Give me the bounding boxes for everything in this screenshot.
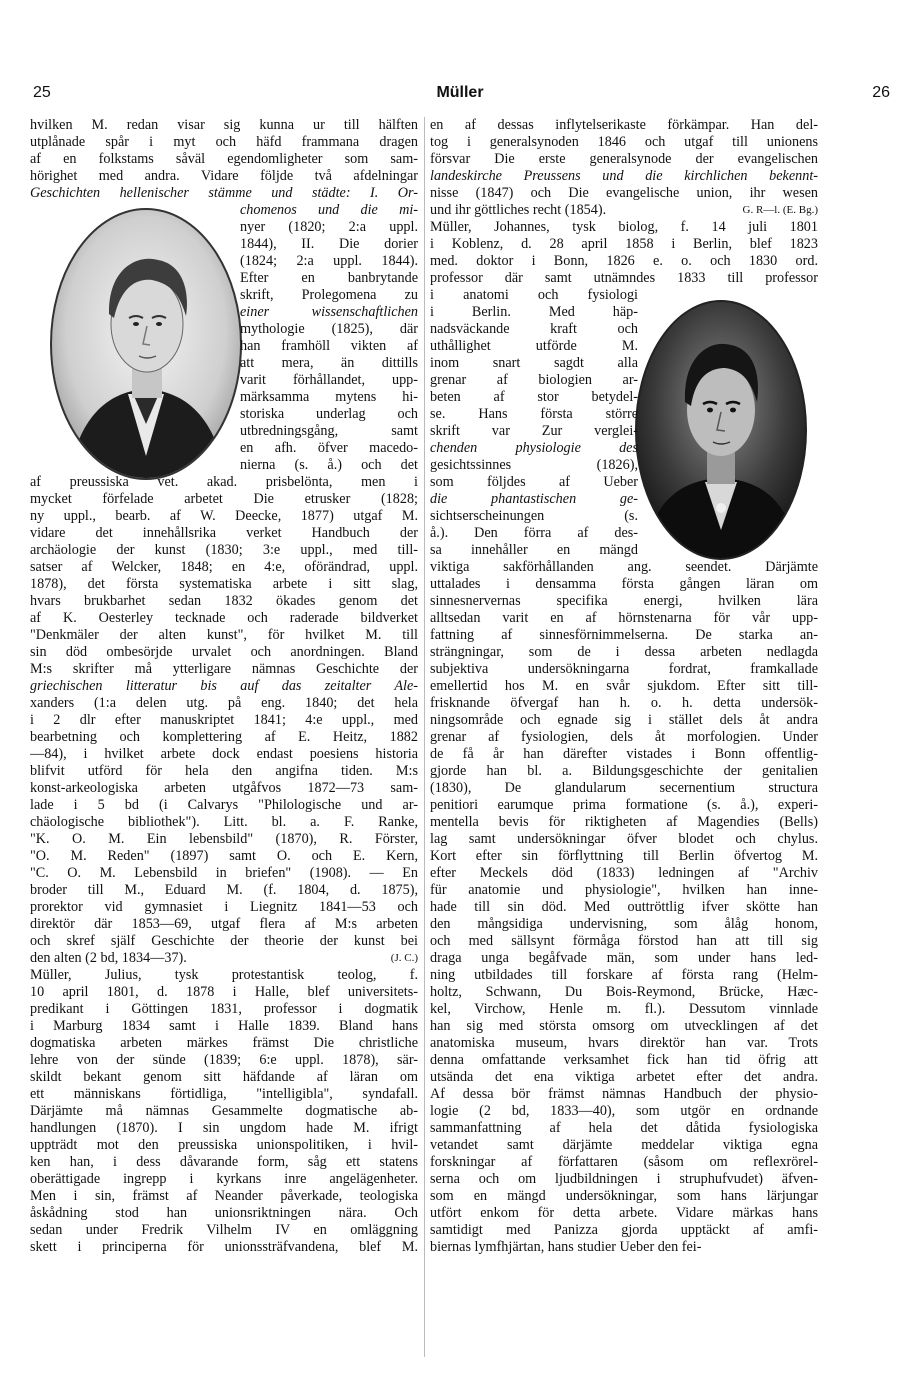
text-line: forskningar af författaren (såsom om reflexrörel- [430, 1154, 818, 1170]
text-line: denna omfattande verksamhet fick han tid öfrig att [430, 1052, 818, 1068]
text-line: af en folkstams såväl egendomligheter som sam- [30, 151, 418, 167]
text-line: de få år han därefter vistades i Bonn offentlig- [430, 746, 818, 762]
page-number-left: 25 [33, 84, 51, 101]
text-line: logie (2 bd, 1833—40), som utgör en ordnande [430, 1103, 818, 1119]
entry-start-johannes-muller: Müller, Johannes, tysk biolog, f. 14 juli 1801 [430, 219, 818, 235]
text-line: sedan under Fredrik Vilhelm IV en omläggning [30, 1222, 418, 1238]
text-line: i anatomi och fysiologi [430, 287, 638, 303]
text-line: ken han, i dess dåvarande form, såg ett statens [30, 1154, 418, 1170]
text-line: alltsedan varit en af hörnstenarna för vår upp- [430, 610, 818, 626]
text-line: lade i 5 bd (i Calvarys "Philologische und ar- [30, 797, 418, 813]
text-line: xanders (1:a delen utg. på eng. 1840; det hela [30, 695, 418, 711]
text-line: 1878), det första systematiska arbete i sitt slag, [30, 576, 418, 592]
text-line: strängningar, som de i dessa arbeten nedlagda [430, 644, 818, 660]
text-line: utfört enkom för detta arbete. Vidare märkas hans [430, 1205, 818, 1221]
text-line: nyer (1820; 2:a uppl. [240, 219, 418, 235]
text-line: skrift var Zur verglei- [430, 423, 638, 439]
text-line: hade till sin död. Med outtröttlig ifver skötte han [430, 899, 818, 915]
text-line: å.). Den förra af des- [430, 525, 638, 541]
text-line: efter Meckels död (1833) ledningen af "Archiv [430, 865, 818, 881]
text-line: (1824; 2:a uppl. 1844). [240, 253, 418, 269]
text-line: med. doktor i Bonn, 1826 e. o. och 1830 ord. [430, 253, 818, 269]
author-signature: (J. C.) [390, 952, 418, 964]
text-line: uppträdt mot den preussiska unionspolitiken, i hvil- [30, 1137, 418, 1153]
headword: Müller [436, 84, 484, 101]
text-line: uttalades i densamma första gången läran om [430, 576, 818, 592]
text-line: die phantastischen ge- [430, 491, 638, 507]
text-line: i 2 dlr efter manuskriptet 1841; 4:e uppl., med [30, 712, 418, 728]
text-line: skildt bekant genom sitt häfdande af läran om [30, 1069, 418, 1085]
text-line: emellertid hos M. en svår sjukdom. Efter sitt till- [430, 678, 818, 694]
text-line: einer wissenschaftlichen [240, 304, 418, 320]
text-line: och med sällsynt förmåga förstod han att till sig [430, 933, 818, 949]
text-line: lag samt undersökningar öfver blodet och chylus. [430, 831, 818, 847]
text-line: storiska underlag och [240, 406, 418, 422]
text-line: Därjämte må nämnas Gesammelte dogmatische ab- [30, 1103, 418, 1119]
text-line: utplånade spår i myt och häfd frammana dragen [30, 134, 418, 150]
text-line: den alten (2 bd, 1834—37). [30, 950, 187, 966]
text-line: predikant i Göttingen 1831, professor i dogmatik [30, 1001, 418, 1017]
text-line: handlungen (1870). I sin ungdom hade M. ifrigt [30, 1120, 418, 1136]
text-line: prorektor vid gymnasiet i Liegnitz 1841—53 och [30, 899, 418, 915]
text-line: anatomiska museum, hvars direktör han var. Trots [430, 1035, 818, 1051]
text-line: ning utbildades till forskare af första rang (Helm- [430, 967, 818, 983]
text-line: serna och om ljudbildningen i struphufvudet) äfven- [430, 1171, 818, 1187]
text-line: direktör där 1853—69, utgaf flera af M:s arbeten [30, 916, 418, 932]
text-line: mycket förfelade arbetet Die etrusker (1828; [30, 491, 418, 507]
text-line: som en mängd undersökningar, som hans lärjungar [430, 1188, 818, 1204]
text-line: af preussiska vet. akad. prisbelönta, men i [30, 474, 418, 490]
text-line: viktiga sakförhållanden ang. seendet. Därjämte [430, 559, 818, 575]
text-line: konst-arkeologiska arbeten utgåfvos 1872—73 sam- [30, 780, 418, 796]
text-line: i Koblenz, d. 28 april 1858 i Berlin, blef 1823 [430, 236, 818, 252]
text-line: ett människans förtidliga, "intelligibla", syndafall. [30, 1086, 418, 1102]
text-line: gesichtssinnes (1826), [430, 457, 638, 473]
text-line: bearbetning och komplettering af E. Heitz, 1882 [30, 729, 418, 745]
text-line: chäologische bibliothek"). Litt. bl. a. F. Ranke, [30, 814, 418, 830]
text-line: hvilken M. redan visar sig kunna ur till hälften [30, 117, 418, 133]
text-line: som följdes af Ueber [430, 474, 638, 490]
text-line: broder till M., Eduard M. (f. 1804, d. 1875), [30, 882, 418, 898]
text-line: biernas lymfhjärtan, hans studier Ueber den fei- [430, 1239, 702, 1255]
text-line: ningsområde och egnade sig i stället dels åt andra [430, 712, 818, 728]
text-line: 1844), II. Die dorier [240, 236, 418, 252]
text-line: vetandet samt därjämte meddelar viktiga egna [430, 1137, 818, 1153]
text-line: frisknande öfvergaf han h. o. h. detta undersök- [430, 695, 818, 711]
text-line: utbredningsgång, samt [240, 423, 418, 439]
text-line: mythologie (1825), där [240, 321, 418, 337]
text-line: penitiori earumque prima formatione (s. å.), experi- [430, 797, 818, 813]
page-number-right: 26 [872, 84, 890, 101]
text-line: en afh. öfver macedo- [240, 440, 418, 456]
page-header [30, 84, 890, 108]
text-line: landeskirche Preussens und die kirchlichen bekennt- [430, 168, 818, 184]
text-line: lehre von der sünde (1839; 6:e uppl. 1878), sär- [30, 1052, 418, 1068]
author-signature: G. R—l. (E. Bg.) [742, 204, 818, 216]
text-line: sin död ombesörjde urvalet och anordningen. Bland [30, 644, 418, 660]
right-column [430, 117, 818, 1367]
text-line: oberättigade ingrepp i kyrkans inre angelägenheter. [30, 1171, 418, 1187]
text-line: han framhöll vikten af [240, 338, 418, 354]
text-line: skett i principerna för unionssträfvandena, blef M. [30, 1239, 418, 1255]
text-line: sa innehåller en mängd [430, 542, 638, 558]
text-line: M:s skrifter må ytterligare nämnas Geschichte der [30, 661, 418, 677]
text-line: "O. M. Reden" (1897) samt O. och E. Kern, [30, 848, 418, 864]
text-line: mentella bevis för riktigheten af Magendies (Bells) [430, 814, 818, 830]
text-line: ny uppl., bearb. af W. Deecke, 1877) utgaf M. [30, 508, 418, 524]
column-divider [424, 117, 425, 1357]
text-line: att mera, än dittills [240, 355, 418, 371]
text-line: Af dessa bör främst nämnas Handbuch der physio- [430, 1086, 818, 1102]
text-line: Geschichten hellenischer stämme und städte: I. Or- [30, 185, 418, 201]
text-line: nadsväckande kraft och [430, 321, 638, 337]
text-line: —84), i hvilket arbete dock endast poesiens historia [30, 746, 418, 762]
text-line: (1830), De glandularum secernentium structura [430, 780, 818, 796]
text-line: chomenos und die mi- [240, 202, 418, 218]
text-line: utsända det ena viktiga arbetet efter det andra. [430, 1069, 818, 1085]
text-line: satser af Welcker, 1848; en 4:e, oförändrad, uppl. [30, 559, 418, 575]
text-line: försvar Die erste generalsynode der evangelischen [430, 151, 818, 167]
text-line: subjektiva undersökningarna fordrat, framkallade [430, 661, 818, 677]
text-line: sichtserscheinungen (s. [430, 508, 638, 524]
left-column [30, 117, 418, 1367]
text-line: "K. O. M. Ein lebensbild" (1870), R. Förster, [30, 831, 418, 847]
text-line: märksamma mytens hi- [240, 389, 418, 405]
text-line: "C. O. M. Lebensbild in briefen" (1908). — En [30, 865, 418, 881]
text-line: 10 april 1801, d. 1878 i Halle, blef universitets- [30, 984, 418, 1000]
text-line: en af dessas inflytelserikaste förkämpar. Han del- [430, 117, 818, 133]
text-line: inom snart sagdt alla [430, 355, 638, 371]
text-line: blifvit utförd för hela den angifna tiden. M:s [30, 763, 418, 779]
text-line: nierna (s. å.) och det [240, 457, 418, 473]
text-line: grenar af biologien ar- [430, 372, 638, 388]
text-line-with-signature [30, 950, 418, 967]
text-line: fattning af sinnesförnimmelserna. De starka an- [430, 627, 818, 643]
text-line: uthållighet utförde M. [430, 338, 638, 354]
text-line: se. Hans första större [430, 406, 638, 422]
text-line: vidare det innehållsrika verket Handbuch der [30, 525, 418, 541]
text-line: professor där samt utnämndes 1833 till professor [430, 270, 818, 286]
text-line: tog i generalsynoden 1846 och utgaf till unionens [430, 134, 818, 150]
text-line: Kort efter sin förflyttning till Berlin öfvertog M. [430, 848, 818, 864]
entry-start-julius-muller: Müller, Julius, tysk protestantisk teolog, f. [30, 967, 418, 983]
text-line-with-signature [430, 202, 818, 219]
text-line: hörighet med andra. Vidare följde två afdelningar [30, 168, 418, 184]
text-line: i Berlin. Med häp- [430, 304, 638, 320]
text-line: für anatomie und physiologie", hvilken han inne- [430, 882, 818, 898]
text-line: archäologie der kunst (1830; 3:e uppl., med till- [30, 542, 418, 558]
text-line: draga unga begåfvade män, som under hans led- [430, 950, 818, 966]
text-line: gjorde han bl. a. Bildungsgeschichte der genitalien [430, 763, 818, 779]
text-line: hvars brukbarhet sedan 1832 ökades genom det [30, 593, 418, 609]
text-line: skrift, Prolegomena zu [240, 287, 418, 303]
text-line: "Denkmäler der alten kunst", för hvilket M. till [30, 627, 418, 643]
text-line: han sig med största omsorg om utvecklingen af det [430, 1018, 818, 1034]
text-line: och skref själf Geschichte der theorie der kunst bei [30, 933, 418, 949]
text-line: Men i sin, främst af Neander påverkade, teologiska [30, 1188, 418, 1204]
text-line: åskådning stod han unionsriktningen nära. Och [30, 1205, 418, 1221]
text-line: chenden physiologie des [430, 440, 638, 456]
text-line: kel, Virchow, Henle m. fl.). Dessutom vinnlade [430, 1001, 818, 1017]
text-line: samtidigt med Panizza gjorda upptäckt af amfi- [430, 1222, 818, 1238]
text-line: varit förhållandet, upp- [240, 372, 418, 388]
text-line: und ihr göttliches recht (1854). [430, 202, 607, 218]
text-line: beten af stor betydel- [430, 389, 638, 405]
text-line: i Marburg 1834 samt i Halle 1839. Bland hans [30, 1018, 418, 1034]
text-line: af K. Oesterley tecknade och raderade bildverket [30, 610, 418, 626]
text-line: Efter en banbrytande [240, 270, 418, 286]
text-line: den mångsidiga undervisning, som ålåg honom, [430, 916, 818, 932]
text-line: sinnesnervernas specifika energi, hvilken lära [430, 593, 818, 609]
text-line: dogmatiska arbeten märkes främst Die christliche [30, 1035, 418, 1051]
text-line: holtz, Schwann, Du Bois-Reymond, Brücke, Hæc- [430, 984, 818, 1000]
text-line: grenar af fysiologien, dels åt morfologien. Under [430, 729, 818, 745]
text-line: sammanfattning af hela det dåtida fysiologiska [430, 1120, 818, 1136]
text-line: griechischen litteratur bis auf das zeitalter Ale- [30, 678, 418, 694]
text-line: nisse (1847) och Die evangelische union, ihr wesen [430, 185, 818, 201]
